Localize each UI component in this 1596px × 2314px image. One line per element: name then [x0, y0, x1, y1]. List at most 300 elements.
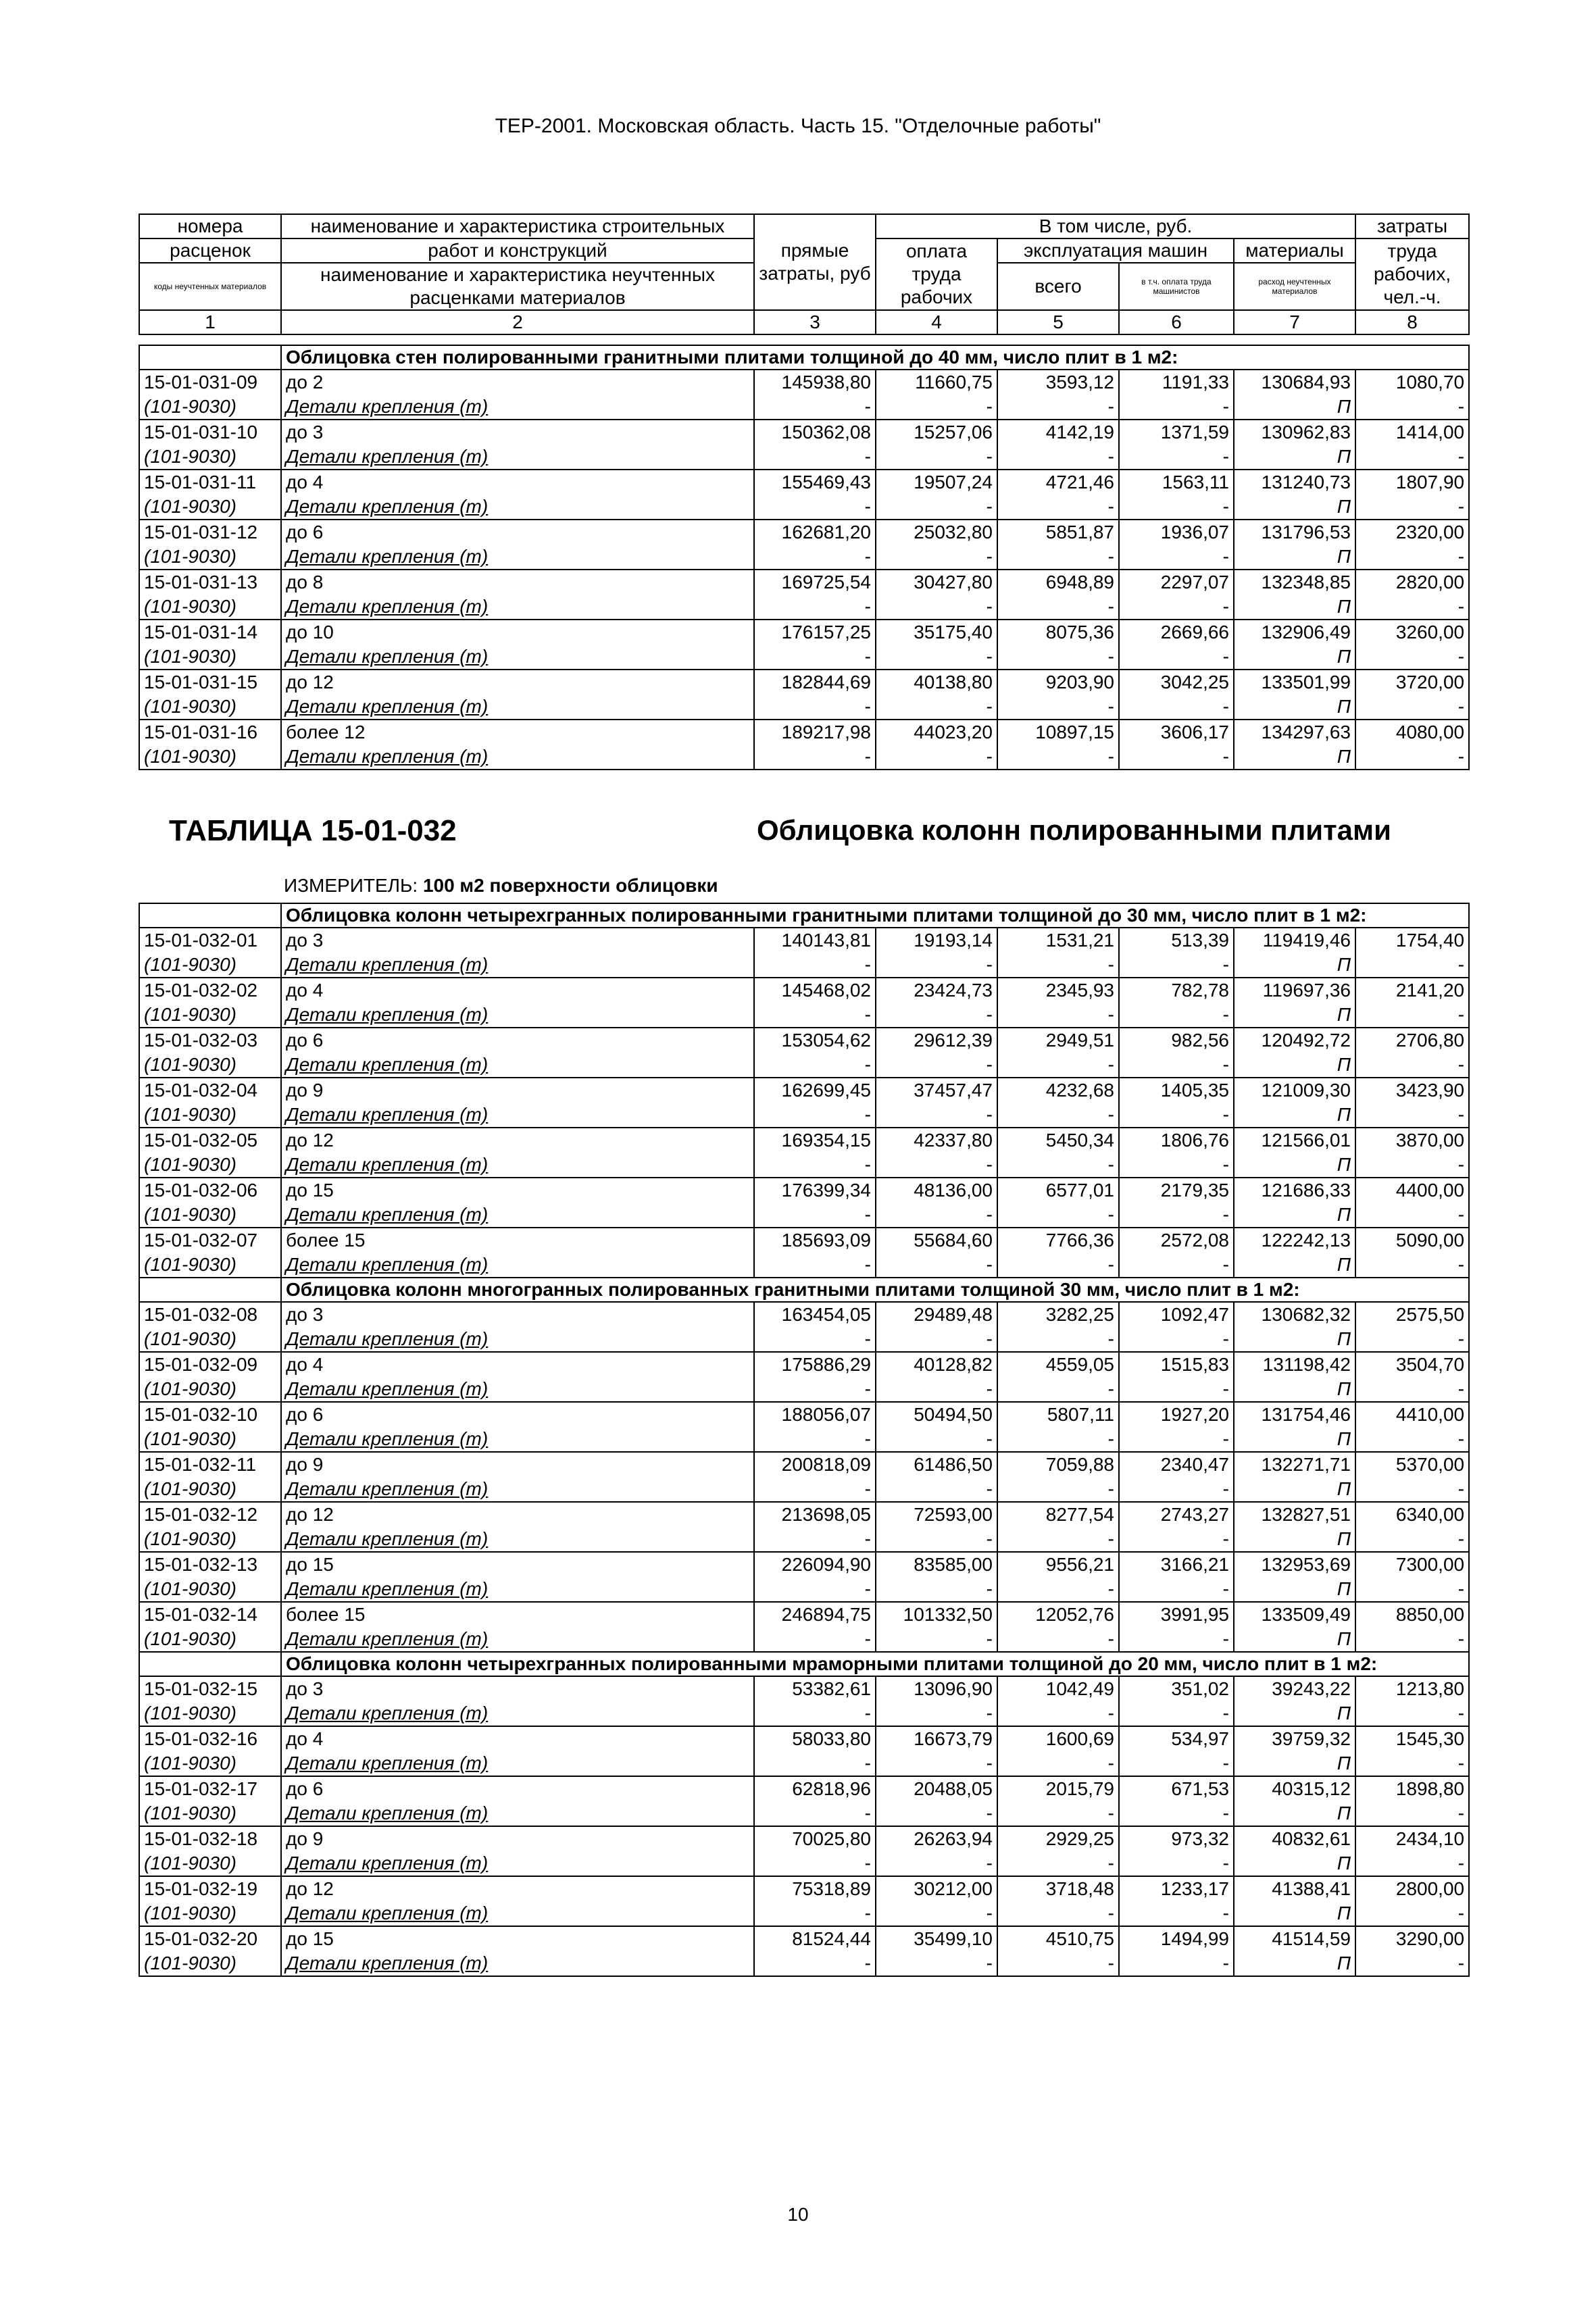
- material-row: [139, 1153, 1469, 1178]
- rate-code: 15-01-032-20: [139, 1926, 281, 1951]
- direct-cost: 213698,05: [754, 1502, 876, 1527]
- machine-cost: 3593,12: [997, 370, 1119, 395]
- material-mach-dash: -: [997, 1103, 1119, 1128]
- rate-row: [139, 1178, 1469, 1203]
- labor-cost: 50494,50: [876, 1402, 997, 1427]
- section-title: Облицовка колонн четырехгранных полированными гранитными плитами толщиной до 30 мм, число плит в 1 м2:: [281, 903, 1469, 928]
- material-mach_labor-dash: -: [1119, 395, 1234, 420]
- col1-bottom: коды неучтенных материалов: [139, 263, 281, 310]
- material-cost: 132906,49: [1234, 620, 1355, 645]
- machine-labor-cost: 1233,17: [1119, 1876, 1234, 1901]
- material-cost: 121009,30: [1234, 1078, 1355, 1103]
- material-labor-dash: -: [876, 545, 997, 570]
- material-unit-p: П: [1234, 545, 1355, 570]
- material-row: [139, 1253, 1469, 1278]
- machine-labor-cost: 1515,83: [1119, 1352, 1234, 1377]
- rate-row: [139, 1552, 1469, 1577]
- material-cost: 41388,41: [1234, 1876, 1355, 1901]
- material-direct-dash: -: [754, 1253, 876, 1278]
- material-cost: 120492,72: [1234, 1028, 1355, 1053]
- material-hours-dash: -: [1355, 645, 1469, 670]
- measure-line: [284, 875, 718, 897]
- col3-header: прямые затраты, руб: [754, 214, 876, 310]
- material-mach_labor-dash: -: [1119, 1701, 1234, 1726]
- material-unit-p: П: [1234, 1477, 1355, 1502]
- material-direct-dash: -: [754, 1851, 876, 1876]
- rate-name: до 3: [281, 1302, 754, 1327]
- machine-cost: 8277,54: [997, 1502, 1119, 1527]
- machine-labor-cost: 2297,07: [1119, 570, 1234, 595]
- material-code: (101-9030): [139, 445, 281, 470]
- material-name: Детали крепления (т): [281, 1851, 754, 1876]
- material-row: [139, 745, 1469, 770]
- machine-labor-cost: 351,02: [1119, 1676, 1234, 1701]
- material-mach-dash: -: [997, 1153, 1119, 1178]
- material-unit-p: П: [1234, 1427, 1355, 1452]
- material-cost: 131240,73: [1234, 470, 1355, 495]
- rate-row: [139, 1876, 1469, 1901]
- material-direct-dash: -: [754, 1203, 876, 1228]
- material-cost: 130682,32: [1234, 1302, 1355, 1327]
- machine-cost: 1600,69: [997, 1726, 1119, 1751]
- rate-code: 15-01-032-07: [139, 1228, 281, 1253]
- material-code: (101-9030): [139, 1003, 281, 1028]
- material-unit-p: П: [1234, 1901, 1355, 1926]
- labor-hours: 1213,80: [1355, 1676, 1469, 1701]
- material-labor-dash: -: [876, 645, 997, 670]
- material-mach_labor-dash: -: [1119, 1477, 1234, 1502]
- material-unit-p: П: [1234, 595, 1355, 620]
- rate-row: [139, 1302, 1469, 1327]
- rate-row: [139, 1726, 1469, 1751]
- machine-cost: 8075,36: [997, 620, 1119, 645]
- direct-cost: 53382,61: [754, 1676, 876, 1701]
- material-row: [139, 1701, 1469, 1726]
- direct-cost: 176399,34: [754, 1178, 876, 1203]
- material-labor-dash: -: [876, 1951, 997, 1976]
- direct-cost: 162699,45: [754, 1078, 876, 1103]
- material-mach_labor-dash: -: [1119, 1801, 1234, 1826]
- material-code: (101-9030): [139, 1577, 281, 1602]
- rate-code: 15-01-032-04: [139, 1078, 281, 1103]
- direct-cost: 176157,25: [754, 620, 876, 645]
- material-unit-p: П: [1234, 395, 1355, 420]
- material-mach-dash: -: [997, 1751, 1119, 1776]
- col6-header: в т.ч. оплата труда машинистов: [1119, 263, 1234, 310]
- direct-cost: 162681,20: [754, 520, 876, 545]
- labor-hours: 6340,00: [1355, 1502, 1469, 1527]
- material-mach_labor-dash: -: [1119, 1053, 1234, 1078]
- labor-cost: 40128,82: [876, 1352, 997, 1377]
- machine-cost: 4721,46: [997, 470, 1119, 495]
- material-code: (101-9030): [139, 1851, 281, 1876]
- material-direct-dash: -: [754, 1527, 876, 1552]
- material-unit-p: П: [1234, 1103, 1355, 1128]
- measure-label: ИЗМЕРИТЕЛЬ:: [284, 875, 418, 896]
- direct-cost: 169725,54: [754, 570, 876, 595]
- col-num-1: 1: [139, 310, 281, 334]
- labor-cost: 13096,90: [876, 1676, 997, 1701]
- machine-cost: 4232,68: [997, 1078, 1119, 1103]
- material-mach-dash: -: [997, 545, 1119, 570]
- labor-hours: 3720,00: [1355, 670, 1469, 695]
- rate-name: до 6: [281, 1028, 754, 1053]
- rate-row: [139, 1602, 1469, 1627]
- material-name: Детали крепления (т): [281, 1751, 754, 1776]
- direct-cost: 226094,90: [754, 1552, 876, 1577]
- col8-header: труда рабочих, чел.-ч.: [1355, 238, 1469, 310]
- material-mach_labor-dash: -: [1119, 1851, 1234, 1876]
- page-header: ТЕР-2001. Московская область. Часть 15. "Отделочные работы": [495, 115, 1101, 137]
- col5-header: всего: [997, 263, 1119, 310]
- machines-header: эксплуатация машин: [997, 238, 1234, 263]
- rate-code: 15-01-031-12: [139, 520, 281, 545]
- material-labor-dash: -: [876, 1103, 997, 1128]
- section-title-row: [139, 1652, 1469, 1676]
- material-row: [139, 1851, 1469, 1876]
- labor-cost: 16673,79: [876, 1726, 997, 1751]
- rate-row: [139, 1228, 1469, 1253]
- machine-labor-cost: 1494,99: [1119, 1926, 1234, 1951]
- col4-header: оплата труда рабочих: [876, 238, 997, 310]
- material-cost: 121566,01: [1234, 1128, 1355, 1153]
- rate-name: до 6: [281, 1402, 754, 1427]
- material-hours-dash: -: [1355, 1377, 1469, 1402]
- material-row: [139, 1627, 1469, 1652]
- material-cost: 132271,71: [1234, 1452, 1355, 1477]
- rate-row: [139, 1826, 1469, 1851]
- material-direct-dash: -: [754, 1003, 876, 1028]
- rate-row: [139, 928, 1469, 953]
- material-row: [139, 1527, 1469, 1552]
- material-mach-dash: -: [997, 1377, 1119, 1402]
- material-cost: 41514,59: [1234, 1926, 1355, 1951]
- rate-name: до 9: [281, 1452, 754, 1477]
- material-hours-dash: -: [1355, 1951, 1469, 1976]
- rate-row: [139, 520, 1469, 545]
- rate-name: до 3: [281, 928, 754, 953]
- machine-labor-cost: 2179,35: [1119, 1178, 1234, 1203]
- material-mach-dash: -: [997, 953, 1119, 978]
- labor-cost: 19507,24: [876, 470, 997, 495]
- material-name: Детали крепления (т): [281, 545, 754, 570]
- material-unit-p: П: [1234, 1003, 1355, 1028]
- material-unit-p: П: [1234, 695, 1355, 720]
- material-mach-dash: -: [997, 495, 1119, 520]
- rate-row: [139, 1028, 1469, 1053]
- col1-top: номера: [139, 214, 281, 238]
- machine-labor-cost: 2669,66: [1119, 620, 1234, 645]
- rate-code: 15-01-031-13: [139, 570, 281, 595]
- material-mach-dash: -: [997, 395, 1119, 420]
- rate-row: [139, 1926, 1469, 1951]
- material-mach-dash: -: [997, 1701, 1119, 1726]
- material-mach_labor-dash: -: [1119, 745, 1234, 770]
- direct-cost: 70025,80: [754, 1826, 876, 1851]
- material-row: [139, 595, 1469, 620]
- rate-name: до 15: [281, 1552, 754, 1577]
- material-unit-p: П: [1234, 1577, 1355, 1602]
- rate-name: более 15: [281, 1602, 754, 1627]
- material-cost: 119419,46: [1234, 928, 1355, 953]
- material-hours-dash: -: [1355, 695, 1469, 720]
- column-header-table: [139, 213, 1470, 335]
- material-hours-dash: -: [1355, 1003, 1469, 1028]
- machine-cost: 5807,11: [997, 1402, 1119, 1427]
- material-row: [139, 1801, 1469, 1826]
- direct-cost: 185693,09: [754, 1228, 876, 1253]
- rate-code: 15-01-032-12: [139, 1502, 281, 1527]
- material-code: (101-9030): [139, 1377, 281, 1402]
- material-mach_labor-dash: -: [1119, 1377, 1234, 1402]
- machine-cost: 2015,79: [997, 1776, 1119, 1801]
- rate-row: [139, 1352, 1469, 1377]
- rate-row: [139, 1452, 1469, 1477]
- material-name: Детали крепления (т): [281, 1053, 754, 1078]
- direct-cost: 62818,96: [754, 1776, 876, 1801]
- rate-code: 15-01-032-18: [139, 1826, 281, 1851]
- material-cost: 131796,53: [1234, 520, 1355, 545]
- material-mach_labor-dash: -: [1119, 1527, 1234, 1552]
- material-direct-dash: -: [754, 1701, 876, 1726]
- material-name: Детали крепления (т): [281, 1203, 754, 1228]
- machine-labor-cost: 534,97: [1119, 1726, 1234, 1751]
- material-code: (101-9030): [139, 1627, 281, 1652]
- rate-name: до 10: [281, 620, 754, 645]
- material-mach_labor-dash: -: [1119, 1577, 1234, 1602]
- material-mach_labor-dash: -: [1119, 1327, 1234, 1352]
- material-hours-dash: -: [1355, 1103, 1469, 1128]
- col8-top: затраты: [1355, 214, 1469, 238]
- material-mach_labor-dash: -: [1119, 1627, 1234, 1652]
- labor-hours: 3423,90: [1355, 1078, 1469, 1103]
- rate-row: [139, 420, 1469, 445]
- labor-hours: 3260,00: [1355, 620, 1469, 645]
- material-cost: 39243,22: [1234, 1676, 1355, 1701]
- material-labor-dash: -: [876, 1477, 997, 1502]
- rate-name: до 4: [281, 470, 754, 495]
- material-code: (101-9030): [139, 1253, 281, 1278]
- material-cost: 121686,33: [1234, 1178, 1355, 1203]
- col-num-2: 2: [281, 310, 754, 334]
- machine-cost: 3282,25: [997, 1302, 1119, 1327]
- rate-code: 15-01-031-16: [139, 720, 281, 745]
- labor-cost: 55684,60: [876, 1228, 997, 1253]
- direct-cost: 150362,08: [754, 420, 876, 445]
- machine-labor-cost: 513,39: [1119, 928, 1234, 953]
- rate-code: 15-01-032-10: [139, 1402, 281, 1427]
- material-labor-dash: -: [876, 1003, 997, 1028]
- material-labor-dash: -: [876, 595, 997, 620]
- rate-name: до 12: [281, 1128, 754, 1153]
- rate-row: [139, 1676, 1469, 1701]
- material-direct-dash: -: [754, 1627, 876, 1652]
- rate-code: 15-01-031-11: [139, 470, 281, 495]
- material-direct-dash: -: [754, 1153, 876, 1178]
- material-direct-dash: -: [754, 395, 876, 420]
- material-mach_labor-dash: -: [1119, 445, 1234, 470]
- rate-name: до 3: [281, 420, 754, 445]
- material-mach-dash: -: [997, 1527, 1119, 1552]
- rate-code: 15-01-032-03: [139, 1028, 281, 1053]
- material-mach-dash: -: [997, 695, 1119, 720]
- material-hours-dash: -: [1355, 395, 1469, 420]
- machine-labor-cost: 3042,25: [1119, 670, 1234, 695]
- col2-mid: работ и конструкций: [281, 238, 754, 263]
- rate-name: до 2: [281, 370, 754, 395]
- material-name: Детали крепления (т): [281, 953, 754, 978]
- material-name: Детали крепления (т): [281, 1377, 754, 1402]
- material-hours-dash: -: [1355, 1751, 1469, 1776]
- material-hours-dash: -: [1355, 953, 1469, 978]
- material-cost: 133509,49: [1234, 1602, 1355, 1627]
- labor-hours: 4410,00: [1355, 1402, 1469, 1427]
- rate-code: 15-01-032-15: [139, 1676, 281, 1701]
- machine-labor-cost: 1563,11: [1119, 470, 1234, 495]
- material-labor-dash: -: [876, 1327, 997, 1352]
- machine-cost: 6948,89: [997, 570, 1119, 595]
- section-title: Облицовка колонн четырехгранных полированными мраморными плитами толщиной до 20 мм, число плит в 1 м2:: [281, 1652, 1469, 1676]
- material-hours-dash: -: [1355, 1253, 1469, 1278]
- rate-name: до 4: [281, 1352, 754, 1377]
- machine-labor-cost: 3166,21: [1119, 1552, 1234, 1577]
- material-code: (101-9030): [139, 1527, 281, 1552]
- material-mach_labor-dash: -: [1119, 545, 1234, 570]
- material-name: Детали крепления (т): [281, 1427, 754, 1452]
- rate-name: до 12: [281, 670, 754, 695]
- material-mach-dash: -: [997, 1003, 1119, 1028]
- labor-hours: 2820,00: [1355, 570, 1469, 595]
- material-labor-dash: -: [876, 953, 997, 978]
- material-cost: 131198,42: [1234, 1352, 1355, 1377]
- direct-cost: 189217,98: [754, 720, 876, 745]
- rate-code: 15-01-031-15: [139, 670, 281, 695]
- material-mach-dash: -: [997, 1053, 1119, 1078]
- material-row: [139, 1103, 1469, 1128]
- material-mach_labor-dash: -: [1119, 595, 1234, 620]
- labor-hours: 7300,00: [1355, 1552, 1469, 1577]
- material-cost: 40315,12: [1234, 1776, 1355, 1801]
- rate-row: [139, 1128, 1469, 1153]
- material-name: Детали крепления (т): [281, 1627, 754, 1652]
- labor-cost: 35499,10: [876, 1926, 997, 1951]
- material-labor-dash: -: [876, 445, 997, 470]
- material-mach-dash: -: [997, 1427, 1119, 1452]
- labor-cost: 30212,00: [876, 1876, 997, 1901]
- material-code: (101-9030): [139, 745, 281, 770]
- material-mach_labor-dash: -: [1119, 1253, 1234, 1278]
- material-labor-dash: -: [876, 1153, 997, 1178]
- material-hours-dash: -: [1355, 595, 1469, 620]
- direct-cost: 145938,80: [754, 370, 876, 395]
- rate-name: до 6: [281, 1776, 754, 1801]
- rate-row: [139, 1402, 1469, 1427]
- material-name: Детали крепления (т): [281, 395, 754, 420]
- direct-cost: 155469,43: [754, 470, 876, 495]
- material-direct-dash: -: [754, 1053, 876, 1078]
- material-hours-dash: -: [1355, 495, 1469, 520]
- machine-cost: 10897,15: [997, 720, 1119, 745]
- rate-code: 15-01-031-10: [139, 420, 281, 445]
- material-direct-dash: -: [754, 1801, 876, 1826]
- material-unit-p: П: [1234, 495, 1355, 520]
- labor-cost: 48136,00: [876, 1178, 997, 1203]
- machine-cost: 12052,76: [997, 1602, 1119, 1627]
- material-mach_labor-dash: -: [1119, 645, 1234, 670]
- material-mach_labor-dash: -: [1119, 953, 1234, 978]
- material-name: Детали крепления (т): [281, 1477, 754, 1502]
- rate-name: более 12: [281, 720, 754, 745]
- section-title-row: [139, 1278, 1469, 1302]
- material-name: Детали крепления (т): [281, 1577, 754, 1602]
- machine-cost: 2949,51: [997, 1028, 1119, 1053]
- rate-name: до 12: [281, 1502, 754, 1527]
- material-row: [139, 1327, 1469, 1352]
- section-title: Облицовка стен полированными гранитными плитами толщиной до 40 мм, число плит в 1 м2:: [281, 345, 1469, 370]
- machine-labor-cost: 1371,59: [1119, 420, 1234, 445]
- labor-cost: 29489,48: [876, 1302, 997, 1327]
- section-code-cell: [139, 1278, 281, 1302]
- section-code-cell: [139, 903, 281, 928]
- labor-cost: 40138,80: [876, 670, 997, 695]
- material-mach_labor-dash: -: [1119, 1951, 1234, 1976]
- material-unit-p: П: [1234, 1801, 1355, 1826]
- rate-name: до 9: [281, 1826, 754, 1851]
- rate-name: до 15: [281, 1926, 754, 1951]
- labor-cost: 20488,05: [876, 1776, 997, 1801]
- labor-hours: 1080,70: [1355, 370, 1469, 395]
- machine-labor-cost: 3991,95: [1119, 1602, 1234, 1627]
- material-labor-dash: -: [876, 495, 997, 520]
- material-code: (101-9030): [139, 1153, 281, 1178]
- material-name: Детали крепления (т): [281, 445, 754, 470]
- labor-cost: 26263,94: [876, 1826, 997, 1851]
- machine-cost: 6577,01: [997, 1178, 1119, 1203]
- rate-code: 15-01-031-09: [139, 370, 281, 395]
- material-name: Детали крепления (т): [281, 1801, 754, 1826]
- table-name: ТАБЛИЦА 15-01-032: [169, 814, 457, 847]
- material-mach_labor-dash: -: [1119, 1901, 1234, 1926]
- material-unit-p: П: [1234, 1053, 1355, 1078]
- material-mach-dash: -: [997, 1851, 1119, 1876]
- material-name: Детали крепления (т): [281, 1327, 754, 1352]
- material-cost: 134297,63: [1234, 720, 1355, 745]
- material-code: (101-9030): [139, 953, 281, 978]
- material-row: [139, 1751, 1469, 1776]
- material-code: (101-9030): [139, 1053, 281, 1078]
- labor-hours: 2320,00: [1355, 520, 1469, 545]
- material-hours-dash: -: [1355, 1427, 1469, 1452]
- labor-hours: 2575,50: [1355, 1302, 1469, 1327]
- section-code-cell: [139, 345, 281, 370]
- rate-name: до 4: [281, 1726, 754, 1751]
- machine-cost: 5450,34: [997, 1128, 1119, 1153]
- direct-cost: 81524,44: [754, 1926, 876, 1951]
- labor-cost: 83585,00: [876, 1552, 997, 1577]
- rate-row: [139, 1776, 1469, 1801]
- labor-cost: 19193,14: [876, 928, 997, 953]
- material-direct-dash: -: [754, 445, 876, 470]
- material-row: [139, 495, 1469, 520]
- labor-hours: 1807,90: [1355, 470, 1469, 495]
- material-cost: 40832,61: [1234, 1826, 1355, 1851]
- material-direct-dash: -: [754, 545, 876, 570]
- machine-labor-cost: 982,56: [1119, 1028, 1234, 1053]
- material-labor-dash: -: [876, 1751, 997, 1776]
- material-mach-dash: -: [997, 645, 1119, 670]
- machine-labor-cost: 973,32: [1119, 1826, 1234, 1851]
- material-code: (101-9030): [139, 495, 281, 520]
